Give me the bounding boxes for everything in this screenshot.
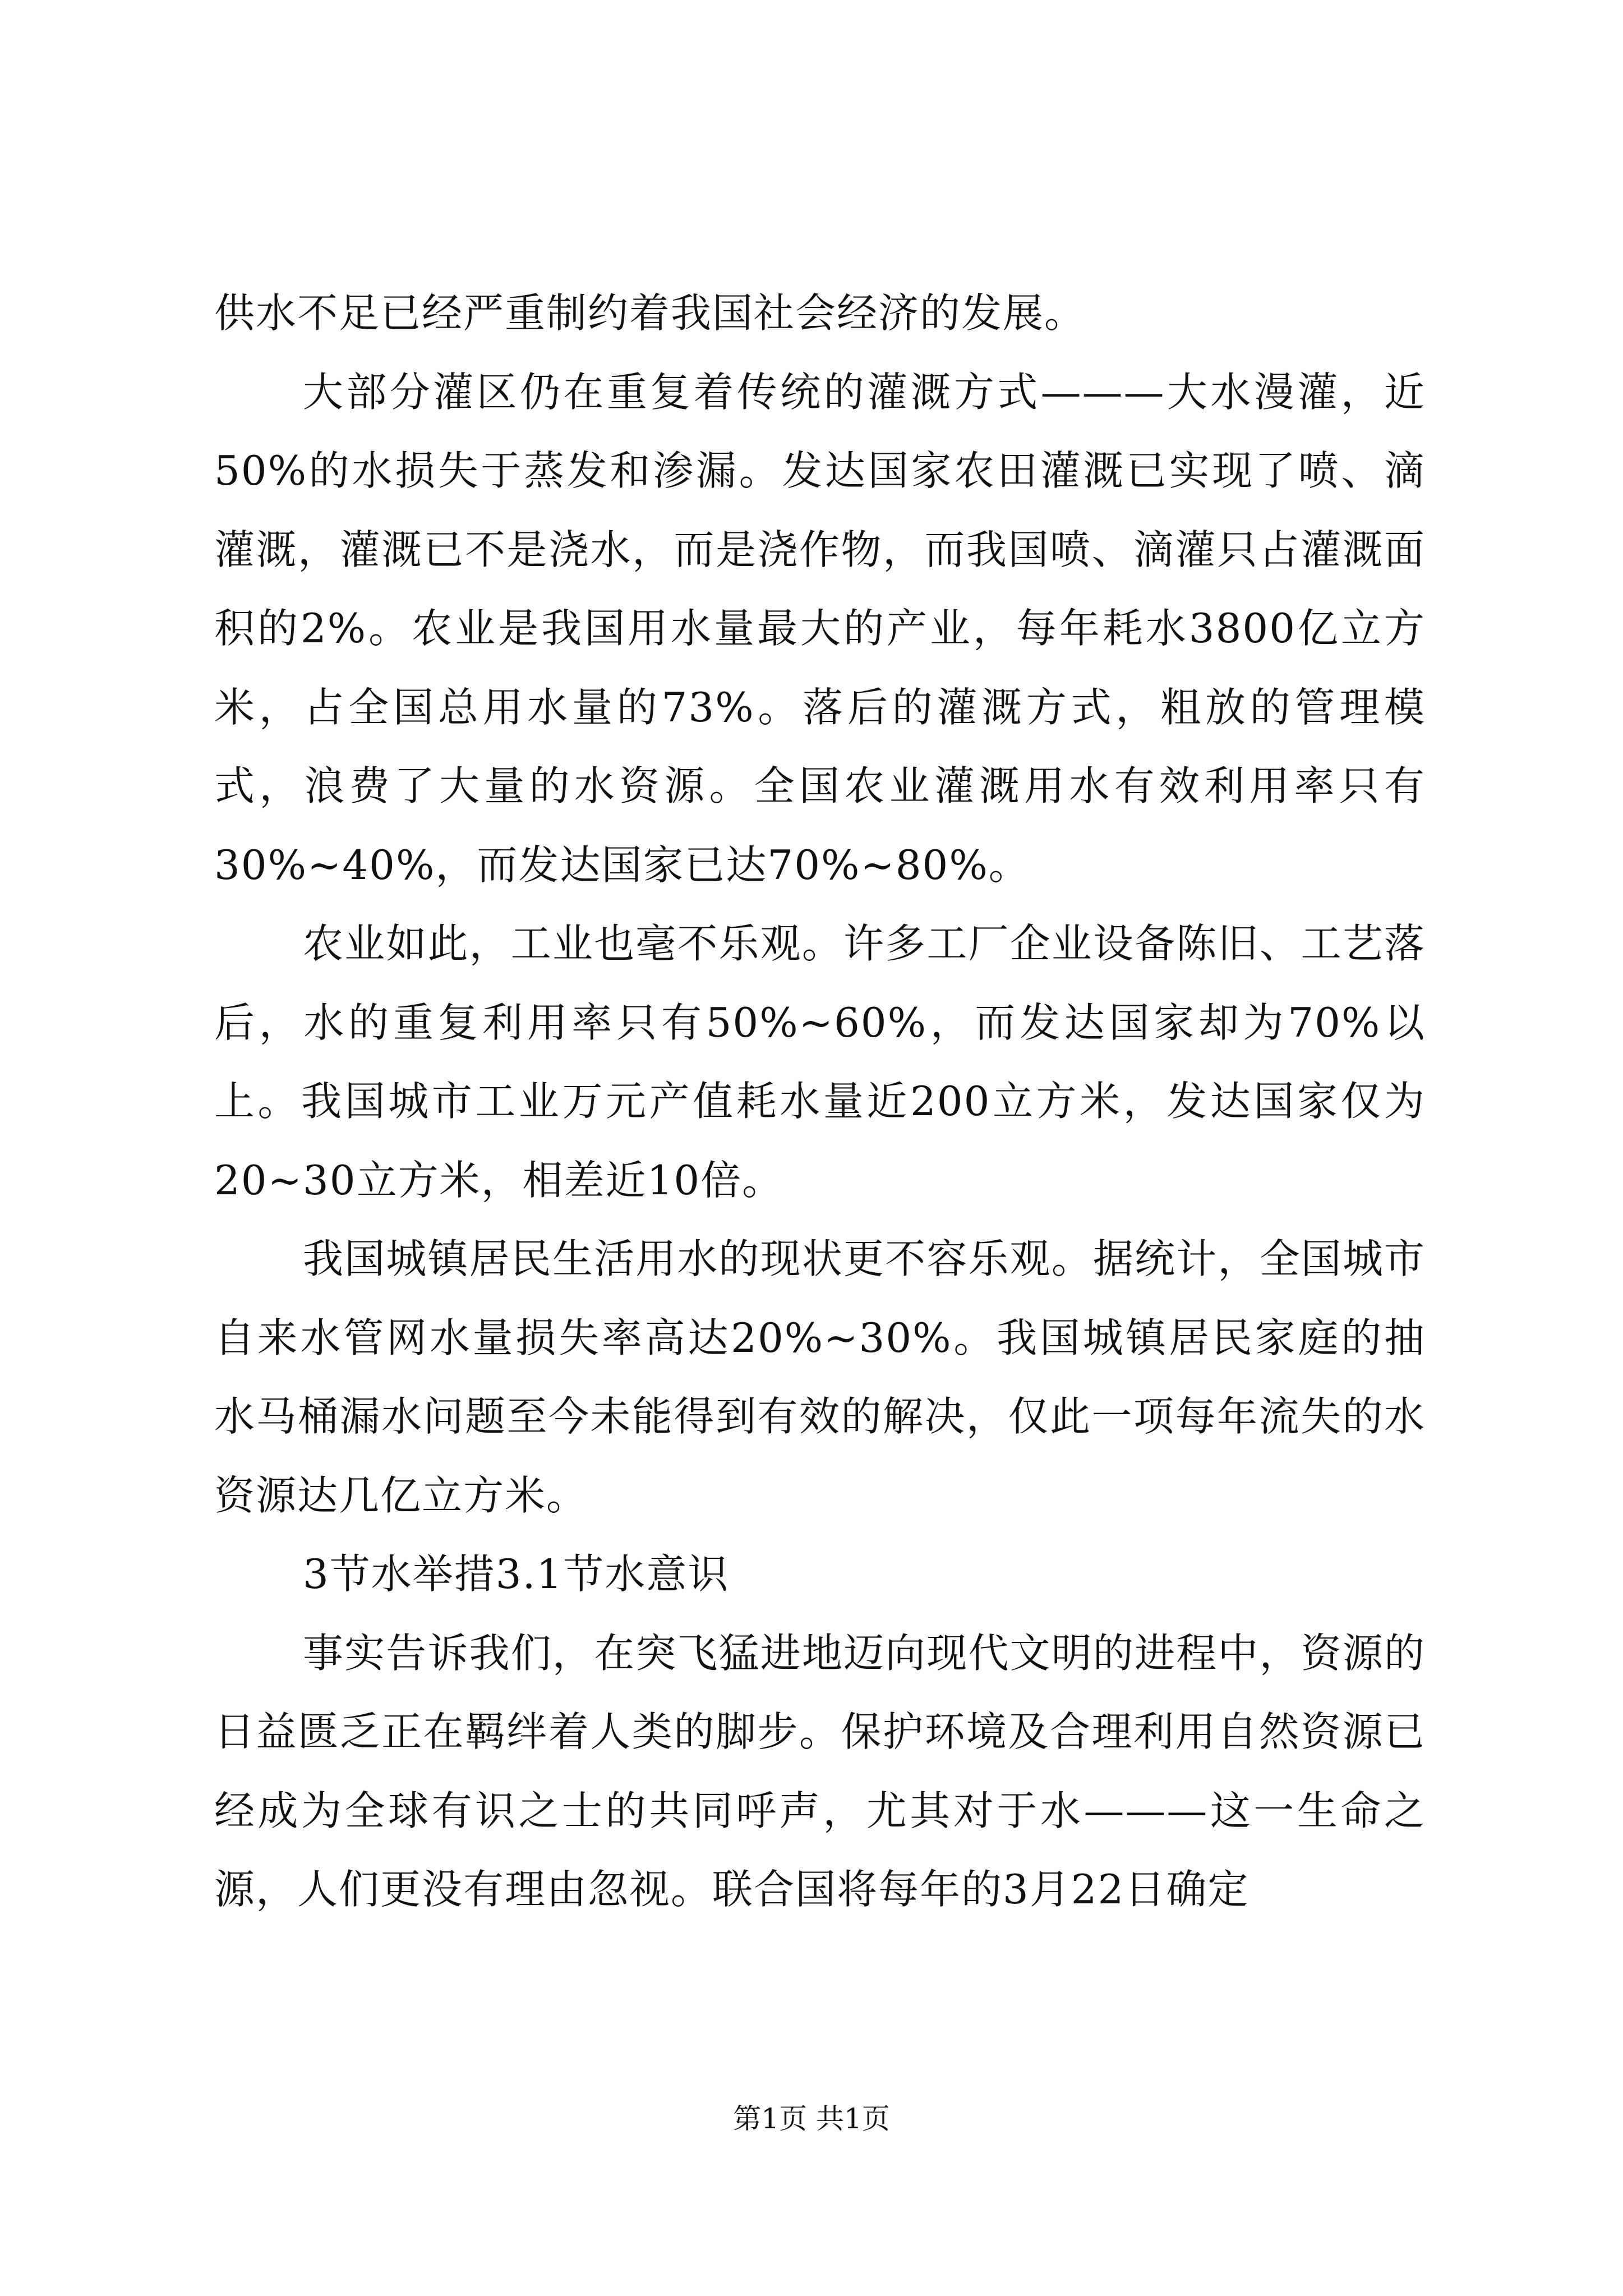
document-body	[214, 274, 1426, 1929]
paragraph-industry: 农业如此，工业也毫不乐观。许多工厂企业设备陈旧、工艺落后，水的重复利用率只有50%~60%，而发达国家却为70%以上。我国城市工业万元产值耗水量近200立方米，发达国家仅为20~30立方米，相差近10倍。	[214, 920, 1426, 1204]
paragraph-continuation: 供水不足已经严重制约着我国社会经济的发展。	[214, 289, 1086, 337]
paragraph-irrigation: 大部分灌区仍在重复着传统的灌溉方式———大水漫灌，近50%的水损失于蒸发和渗漏。发达国家农田灌溉已实现了喷、滴灌溉，灌溉已不是浇水，而是浇作物，而我国喷、滴灌只占灌溉面积的2%。农业是我国用水量最大的产业，每年耗水3800亿立方米，占全国总用水量的73%。落后的灌溉方式，粗放的管理模式，浪费了大量的水资源。全国农业灌溉用水有效利用率只有30%~40%，而发达国家已达70%~80%。	[214, 368, 1426, 889]
page-footer: 第1页 共1页	[733, 2102, 890, 2135]
section-heading: 3节水举措3.1节水意识	[303, 1550, 730, 1598]
paragraph-awareness: 事实告诉我们，在突飞猛进地迈向现代文明的进程中，资源的日益匮乏正在羁绊着人类的脚步。保护环境及合理利用自然资源已经成为全球有识之士的共同呼声，尤其对于水———这一生命之源，人们更没有理由忽视。联合国将每年的3月22日确定	[214, 1629, 1426, 1913]
paragraph-urban-residents: 我国城镇居民生活用水的现状更不容乐观。据统计，全国城市自来水管网水量损失率高达20%~30%。我国城镇居民家庭的抽水马桶漏水问题至今未能得到有效的解决，仅此一项每年流失的水资源达几亿立方米。	[214, 1235, 1426, 1519]
